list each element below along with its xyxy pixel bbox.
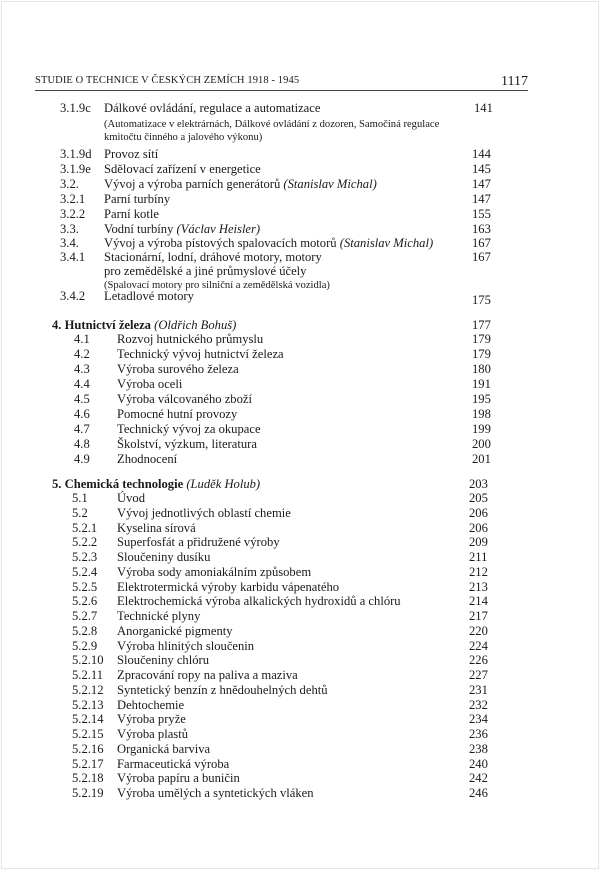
entry-page: 217 (469, 609, 488, 623)
entry-page: 180 (472, 362, 491, 376)
toc-note: kmitočtu činného a jalového výkonu) (104, 132, 263, 143)
entry-page: 234 (469, 712, 488, 727)
toc-note: (Automatizace v elektrárnách, Dálkové ovládání z dozoren, Samočiná regulace (104, 119, 440, 130)
toc-entry (0, 347, 600, 363)
entry-number: 5.2.13 (72, 697, 104, 712)
toc-entry (0, 712, 600, 728)
toc-entry (0, 771, 600, 787)
toc-entry (0, 437, 600, 453)
toc-entry (0, 550, 600, 566)
toc-entry (0, 422, 600, 438)
entry-title: Technický vývoj za okupace (117, 422, 261, 436)
entry-title: Výroba plastů (117, 727, 188, 741)
toc-section-heading: 5. Chemická technologie (Luděk Holub) 203 (52, 477, 488, 491)
entry-title: Elektrotermická výroby karbidu vápenatého (117, 579, 340, 594)
entry-page: 179 (472, 347, 491, 361)
entry-title: Superfosfát a přidružené výroby (117, 535, 280, 550)
toc-entry (0, 639, 600, 655)
entry-title: Školství, výzkum, literatura (117, 437, 257, 451)
entry-title: Zpracování ropy na paliva a maziva (117, 668, 298, 682)
toc-entry: 3.2. Vývoj a výroba parních generátorů (Stanislav Michal) 147 (60, 177, 491, 191)
entry-page: 240 (469, 756, 488, 771)
toc-entry (0, 491, 600, 507)
entry-number: 5.2.5 (72, 579, 98, 594)
entry-page: 198 (472, 407, 491, 421)
entry-title: Rozvoj hutnického průmyslu (117, 332, 264, 346)
entry-number: 5.1 (72, 491, 88, 505)
entry-title: Vývoj jednotlivých oblastí chemie (117, 505, 291, 520)
toc-entry (0, 407, 600, 423)
entry-number: 5.2.12 (72, 682, 104, 697)
entry-title: Anorganické pigmenty (117, 623, 233, 638)
entry-page: 211 (469, 550, 488, 564)
entry-page: 227 (469, 668, 488, 682)
entry-title: Syntetický benzín z hnědouhelných dehtů (117, 682, 328, 697)
entry-title: Pomocné hutní provozy (117, 407, 238, 421)
entry-title: Výroba papíru a buničin (117, 771, 240, 786)
toc-entry (0, 668, 600, 684)
entry-author: (Stanislav Michal) (283, 177, 377, 191)
entry-page: 209 (469, 535, 488, 550)
entry-number: 5.2.7 (72, 609, 98, 623)
entry-title: Výroba sody amoniakálním způsobem (117, 564, 312, 579)
toc-entry (0, 594, 600, 610)
entry-number: 5.2.16 (72, 741, 104, 756)
entry-number: 5.2 (72, 505, 88, 520)
toc-note: (Spalovací motory pro silniční a zemědělská vozidla) (104, 280, 330, 291)
entry-number: 5.2.6 (72, 594, 98, 609)
entry-title: Technický vývoj hutnictví železa (117, 347, 284, 361)
entry-page: 214 (469, 594, 488, 609)
entry-title: Farmaceutická výroba (117, 756, 230, 771)
toc-entry (0, 653, 600, 669)
entry-title: Výroba oceli (117, 377, 183, 391)
toc-entry: 3.2.1 Parní turbíny 147 (60, 192, 491, 206)
entry-number: 5.2.3 (72, 550, 98, 564)
entry-title: Sloučeniny chlóru (117, 653, 209, 668)
toc-entry (0, 624, 600, 640)
entry-page: 179 (472, 332, 491, 346)
entry-page: 213 (469, 579, 488, 594)
running-title: STUDIE O TECHNICE V ČESKÝCH ZEMÍCH 1918 - 1945 (35, 75, 300, 86)
entry-number: 5.2.17 (72, 756, 104, 771)
toc-entry (0, 362, 600, 378)
entry-page: 238 (469, 741, 488, 756)
toc-entry-continuation: pro zemědělské a jiné průmyslové účely (104, 264, 307, 278)
entry-number: 5.2.9 (72, 638, 98, 653)
toc-entry (0, 506, 600, 522)
entry-title: Sloučeniny dusíku (117, 550, 211, 564)
entry-number: 4.6 (74, 407, 90, 421)
toc-entry (0, 392, 600, 408)
toc-entry (0, 535, 600, 551)
entry-number: 5.2.10 (72, 653, 104, 668)
entry-page: 232 (469, 697, 488, 712)
toc-entry (0, 580, 600, 596)
entry-title: Výroba hlinitých sloučenin (117, 638, 255, 653)
toc-entry: 3.4.1 Stacionární, lodní, dráhové motory, motory 167 (60, 250, 491, 264)
entry-title: Zhodnocení (117, 452, 178, 466)
entry-title: Elektrochemická výroba alkalických hydroxidů a chlóru (117, 594, 401, 609)
entry-number: 5.2.14 (72, 712, 104, 727)
entry-title: Organická barviva (117, 741, 211, 756)
entry-page: 141 (474, 101, 493, 115)
toc-entry (0, 101, 600, 117)
entry-number: 5.2.19 (72, 786, 104, 800)
entry-page: 199 (472, 422, 491, 436)
page-number: 1117 (501, 74, 528, 89)
toc-entry (0, 377, 600, 393)
entry-number: 5.2.8 (72, 623, 98, 638)
entry-page: 220 (469, 623, 488, 638)
entry-number: 4.2 (74, 347, 90, 361)
entry-title: Dálkové ovládání, regulace a automatizace (104, 101, 321, 115)
entry-page: 200 (472, 437, 491, 451)
entry-title: Dehtochemie (117, 697, 185, 712)
entry-page: 226 (469, 653, 488, 668)
entry-page: 205 (469, 491, 488, 505)
toc-entry: 3.2.2 Parní kotle 155 (60, 207, 491, 221)
toc-entry (0, 683, 600, 699)
entry-number: 5.2.11 (72, 668, 104, 682)
toc-entry: 3.4.2 Letadlové motory 175 (60, 289, 491, 307)
entry-title: Výroba surového železa (117, 362, 239, 376)
entry-number: 4.5 (74, 392, 90, 406)
entry-page: 231 (469, 682, 488, 697)
toc-entry: 3.4. Vývoj a výroba pístových spalovacích motorů (Stanislav Michal) 167 (60, 236, 491, 250)
entry-number: 3.1.9c (60, 101, 91, 115)
entry-number: 4.3 (74, 362, 90, 376)
entry-title: Technické plyny (117, 609, 201, 623)
entry-title: Výroba umělých a syntetických vláken (117, 786, 314, 800)
toc-entry: 3.1.9e Sdělovací zařízení v energetice 145 (60, 162, 491, 176)
toc-entry (0, 521, 600, 537)
entry-number: 4.9 (74, 452, 90, 466)
entry-number: 5.2.18 (72, 771, 104, 786)
toc-section-heading: 4. Hutnictví železa (Oldřich Bohuš) 177 (52, 318, 491, 332)
entry-title: Výroba pryže (117, 712, 186, 727)
entry-page: 224 (469, 638, 488, 653)
entry-title: Výroba válcovaného zboží (117, 392, 252, 406)
entry-title: Úvod (117, 491, 145, 505)
entry-number: 5.2.4 (72, 564, 98, 579)
entry-page: 242 (469, 771, 488, 786)
toc-entry (0, 452, 600, 468)
entry-page: 195 (472, 392, 491, 406)
toc-entry (0, 565, 600, 581)
entry-number: 4.4 (74, 377, 90, 391)
toc-entry: 3.1.9d Provoz sítí 144 (60, 147, 491, 161)
running-header (35, 74, 528, 91)
entry-number: 5.2.15 (72, 727, 104, 741)
entry-page: 201 (472, 452, 491, 466)
entry-page: 206 (469, 520, 488, 535)
entry-page: 246 (469, 786, 488, 800)
entry-page: 212 (469, 564, 488, 579)
toc-entry (0, 727, 600, 743)
toc-entry: 3.3. Vodní turbíny (Václav Heisler) 163 (60, 222, 491, 236)
entry-number: 4.8 (74, 437, 90, 451)
entry-number: 4.7 (74, 422, 90, 436)
toc-entry (0, 757, 600, 773)
entry-page: 236 (469, 727, 488, 741)
toc-entry (0, 609, 600, 625)
toc-entry (0, 332, 600, 348)
entry-title: Kyselina sírová (117, 520, 196, 535)
entry-page: 206 (469, 505, 488, 520)
toc-entry (0, 698, 600, 714)
entry-page: 191 (472, 377, 491, 391)
entry-number: 5.2.1 (72, 520, 98, 535)
entry-number: 5.2.2 (72, 535, 98, 550)
entry-number: 4.1 (74, 332, 90, 346)
toc-entry (0, 742, 600, 758)
toc-entry (0, 786, 600, 802)
